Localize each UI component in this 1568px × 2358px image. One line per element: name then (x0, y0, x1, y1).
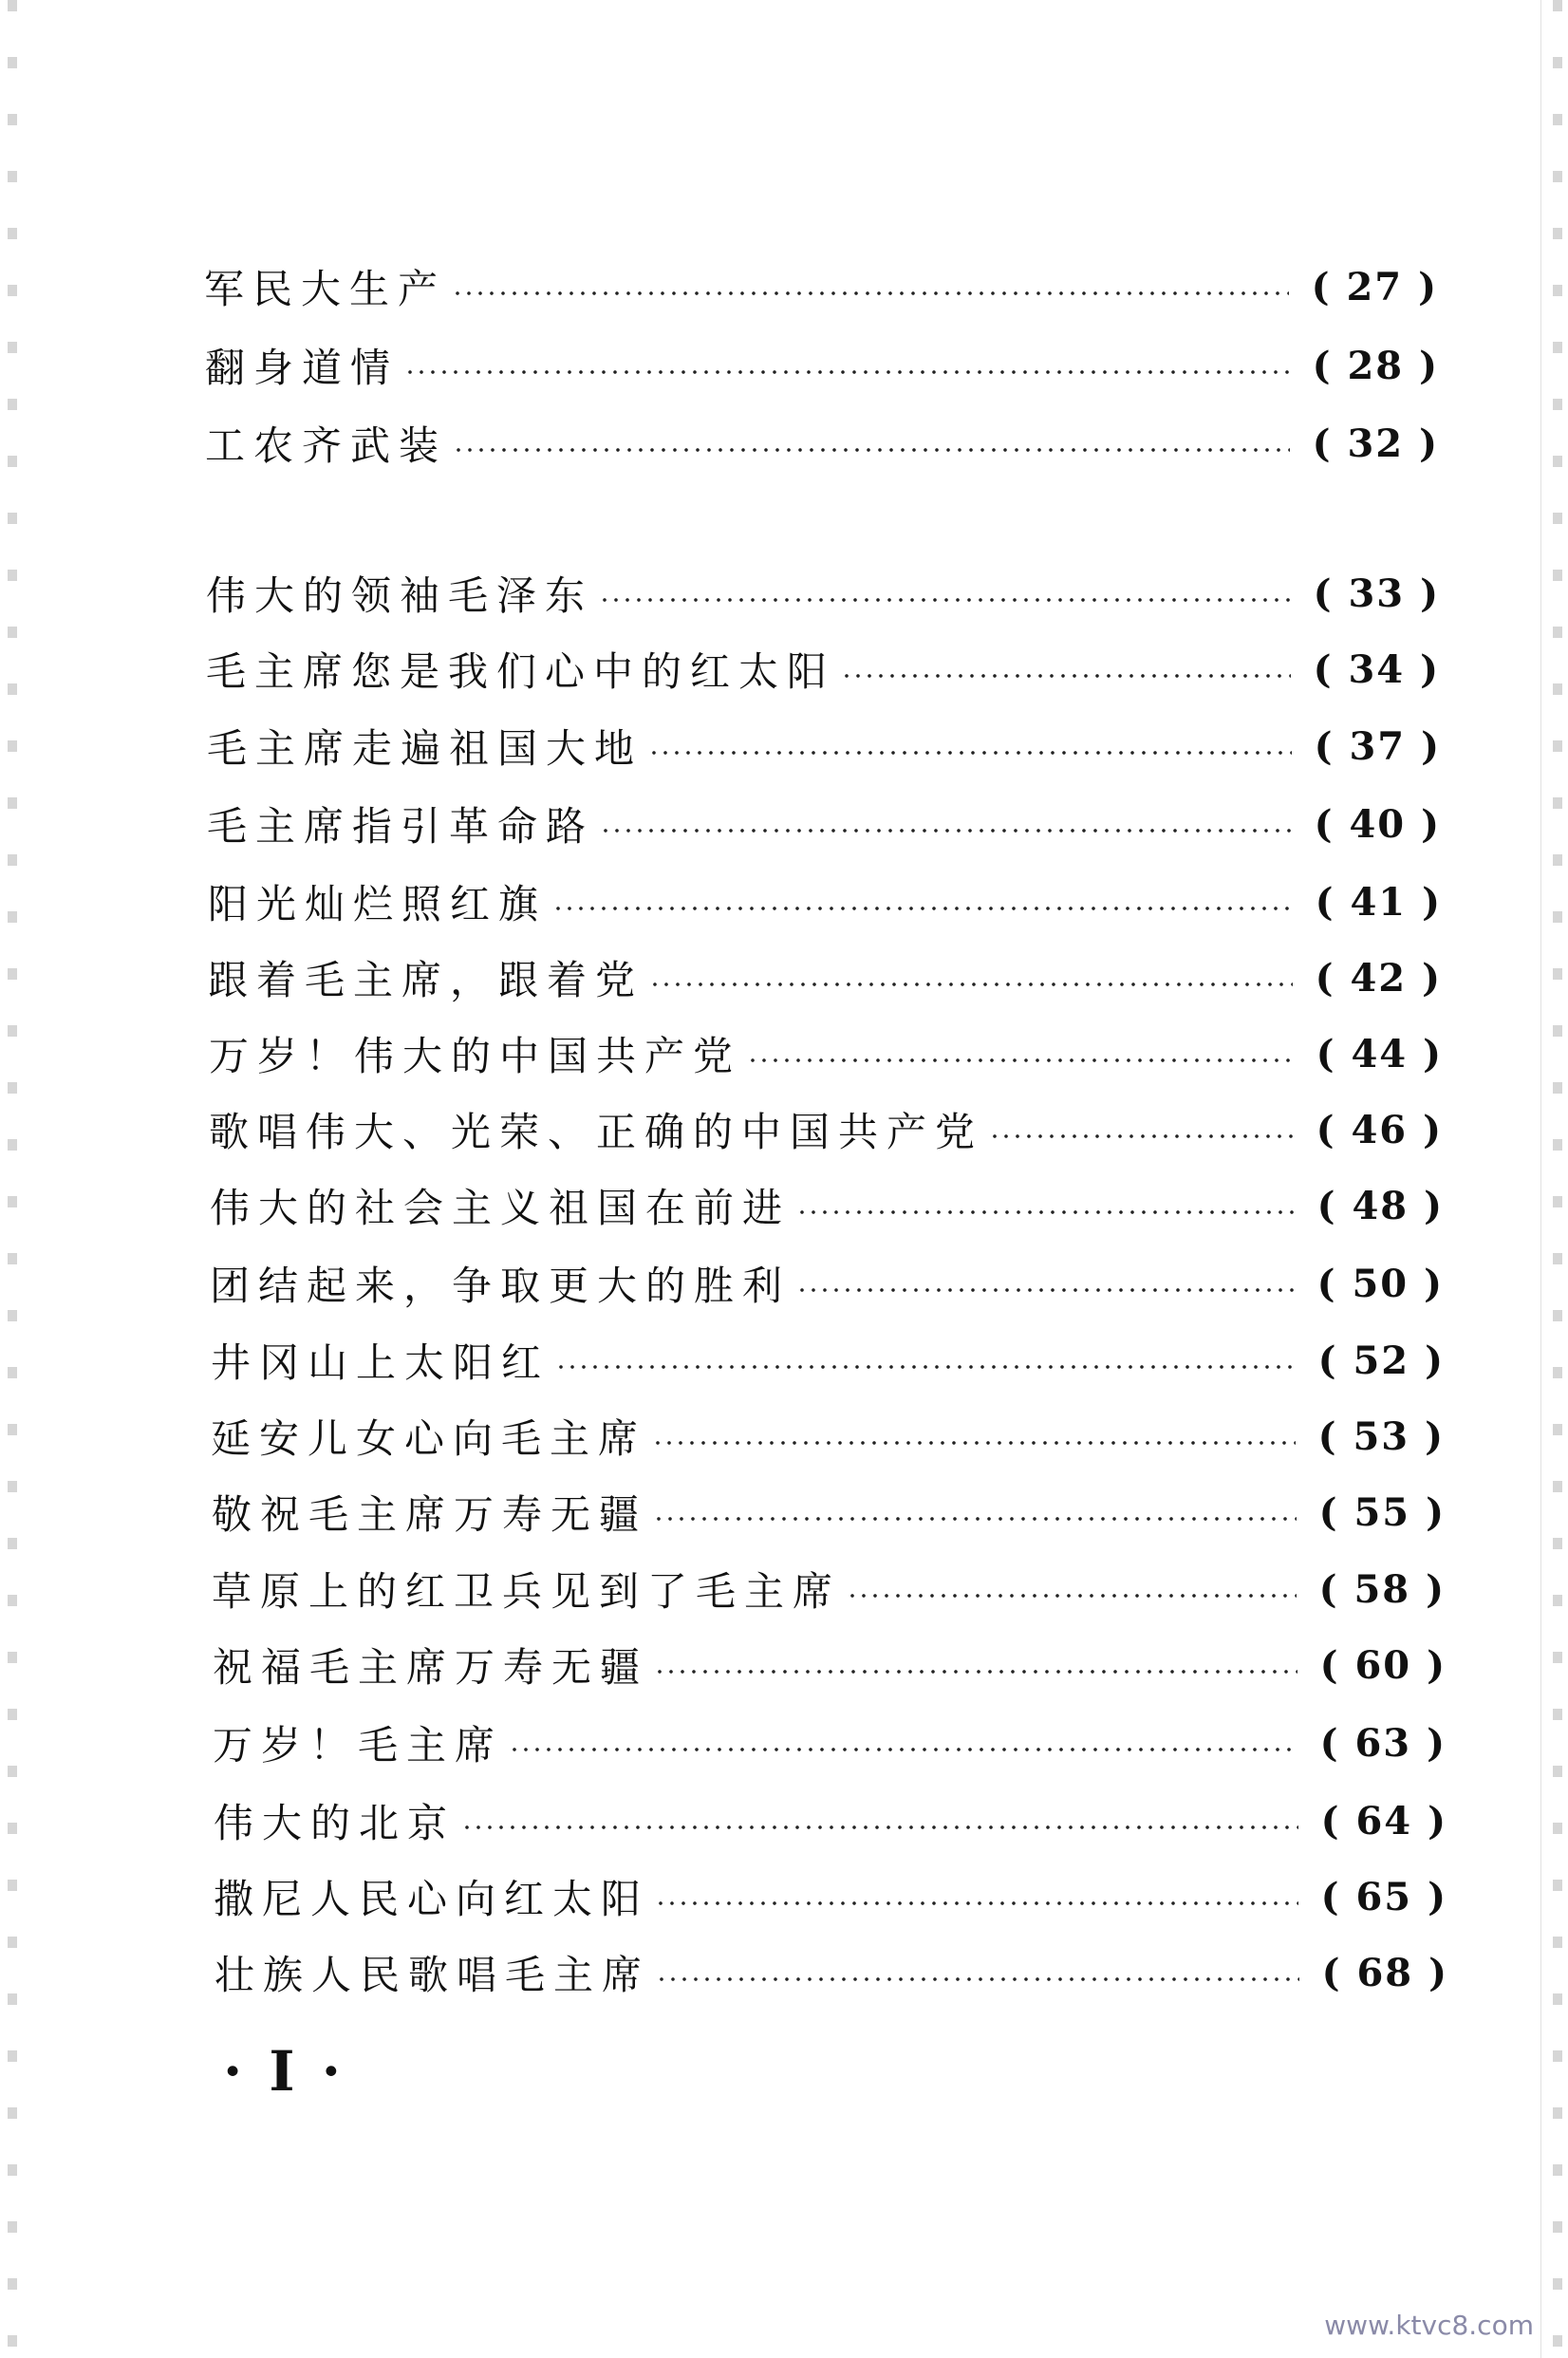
toc-entry-page-number: ( 65 ) (1320, 1874, 1447, 1919)
toc-entry (213, 1714, 1447, 1771)
dot-leader (461, 1825, 1298, 1830)
toc-entry (206, 565, 1440, 622)
toc-entry-title: 团结起来，争取更大的胜利 (210, 1263, 792, 1309)
right-edge-strip (1553, 0, 1562, 2358)
toc-entry (210, 1255, 1444, 1312)
toc-entry-page-number: ( 63 ) (1319, 1720, 1447, 1766)
toc-entry-title: 翻身道情 (205, 345, 400, 391)
toc-entry-title: 敬祝毛主席万寿无疆 (212, 1491, 648, 1538)
toc-entry-title: 万岁！毛主席 (213, 1722, 504, 1768)
toc-entry-title: 毛主席走遍祖国大地 (207, 725, 644, 772)
left-edge-strip (8, 0, 17, 2358)
toc-entry-title: 延安儿女心向毛主席 (211, 1415, 647, 1462)
toc-entry-page-number: ( 64 ) (1320, 1798, 1447, 1843)
dot-leader (509, 1747, 1297, 1752)
toc-entry (211, 1408, 1445, 1465)
dot-leader (600, 828, 1292, 833)
toc-entry-title: 伟大的北京 (214, 1800, 457, 1846)
dot-leader (648, 750, 1292, 756)
toc-entry (205, 415, 1439, 472)
toc-entry-title: 军民大生产 (204, 266, 447, 312)
dot-leader (656, 1976, 1299, 1982)
toc-entry (208, 873, 1442, 930)
toc-entry (213, 1637, 1447, 1694)
toc-entry (207, 718, 1441, 775)
dot-leader (841, 673, 1291, 679)
toc-entry (207, 795, 1441, 852)
toc-entry-title: 工农齐武装 (205, 422, 448, 469)
dot-leader (649, 982, 1293, 987)
dot-leader (655, 1900, 1298, 1906)
toc-entry-page-number: ( 53 ) (1317, 1413, 1445, 1459)
dot-leader (599, 597, 1291, 603)
toc-entry-page-number: ( 34 ) (1313, 646, 1440, 692)
dot-leader (404, 369, 1290, 375)
toc-entry-title: 井冈山上太阳红 (211, 1339, 551, 1386)
toc-entry-page-number: ( 46 ) (1316, 1107, 1443, 1152)
toc-entry (209, 1101, 1443, 1158)
page-folio: · I · (223, 2039, 345, 2104)
toc-entry-page-number: ( 28 ) (1312, 343, 1439, 388)
toc-entry-title: 壮族人民歌唱毛主席 (215, 1952, 651, 1998)
toc-entry-page-number: ( 41 ) (1315, 879, 1442, 925)
dot-leader (653, 1516, 1297, 1522)
toc-entry-title: 草原上的红卫兵见到了毛主席 (212, 1568, 842, 1615)
toc-entry-page-number: ( 27 ) (1311, 264, 1438, 309)
toc-entry-title: 阳光灿烂照红旗 (208, 881, 548, 927)
dot-leader (989, 1133, 1294, 1139)
dot-leader (552, 906, 1293, 911)
toc-entry (214, 1868, 1447, 1925)
toc-entry-page-number: ( 32 ) (1312, 421, 1439, 466)
toc-entry-page-number: ( 40 ) (1314, 801, 1441, 847)
toc-entry-title: 跟着毛主席，跟着党 (208, 957, 644, 1003)
dot-leader (654, 1669, 1297, 1675)
toc-entry-title: 毛主席您是我们心中的红太阳 (206, 648, 836, 695)
dot-leader (452, 290, 1289, 296)
toc-entry (212, 1484, 1446, 1541)
toc-entry-title: 伟大的领袖毛泽东 (206, 572, 594, 619)
toc-entry-page-number: ( 44 ) (1316, 1031, 1443, 1076)
dot-leader (796, 1287, 1295, 1293)
toc-entry-page-number: ( 60 ) (1319, 1642, 1447, 1688)
toc-entry-title: 毛主席指引革命路 (207, 803, 595, 850)
toc-entry-title: 万岁！伟大的中国共产党 (209, 1033, 742, 1079)
toc-entry (208, 949, 1442, 1006)
toc-entry (214, 1792, 1447, 1849)
dot-leader (453, 447, 1290, 453)
toc-entry-page-number: ( 55 ) (1318, 1489, 1446, 1535)
toc-entry (211, 1332, 1445, 1389)
toc-entry-page-number: ( 33 ) (1313, 571, 1440, 616)
dot-leader (555, 1364, 1296, 1370)
toc-entry-page-number: ( 42 ) (1315, 955, 1442, 1001)
toc-entry (205, 337, 1439, 394)
toc-entry-page-number: ( 50 ) (1316, 1261, 1444, 1306)
toc-entry (209, 1025, 1443, 1082)
toc-entry-page-number: ( 48 ) (1316, 1183, 1444, 1228)
toc-entry-title: 歌唱伟大、光荣、正确的中国共产党 (209, 1109, 984, 1155)
toc-entry (206, 641, 1440, 698)
toc-entry-title: 祝福毛主席万寿无疆 (213, 1644, 649, 1691)
watermark: www.ktvc8.com (1324, 2310, 1534, 2341)
toc-entry-page-number: ( 68 ) (1321, 1950, 1448, 1995)
toc-entry-page-number: ( 58 ) (1318, 1566, 1446, 1612)
dot-leader (747, 1057, 1294, 1063)
dot-leader (796, 1209, 1295, 1215)
toc-entry (215, 1944, 1448, 2001)
dot-leader (847, 1593, 1297, 1599)
dot-leader (652, 1440, 1296, 1446)
toc-entry (212, 1561, 1446, 1618)
toc-entry-title: 伟大的社会主义祖国在前进 (210, 1185, 792, 1231)
toc-entry (210, 1177, 1444, 1234)
toc-entry (204, 258, 1438, 315)
toc-entry-page-number: ( 37 ) (1314, 723, 1441, 769)
toc-entry-page-number: ( 52 ) (1317, 1338, 1445, 1383)
right-margin-line (1540, 0, 1541, 2358)
toc-entry-title: 撒尼人民心向红太阳 (214, 1876, 650, 1922)
